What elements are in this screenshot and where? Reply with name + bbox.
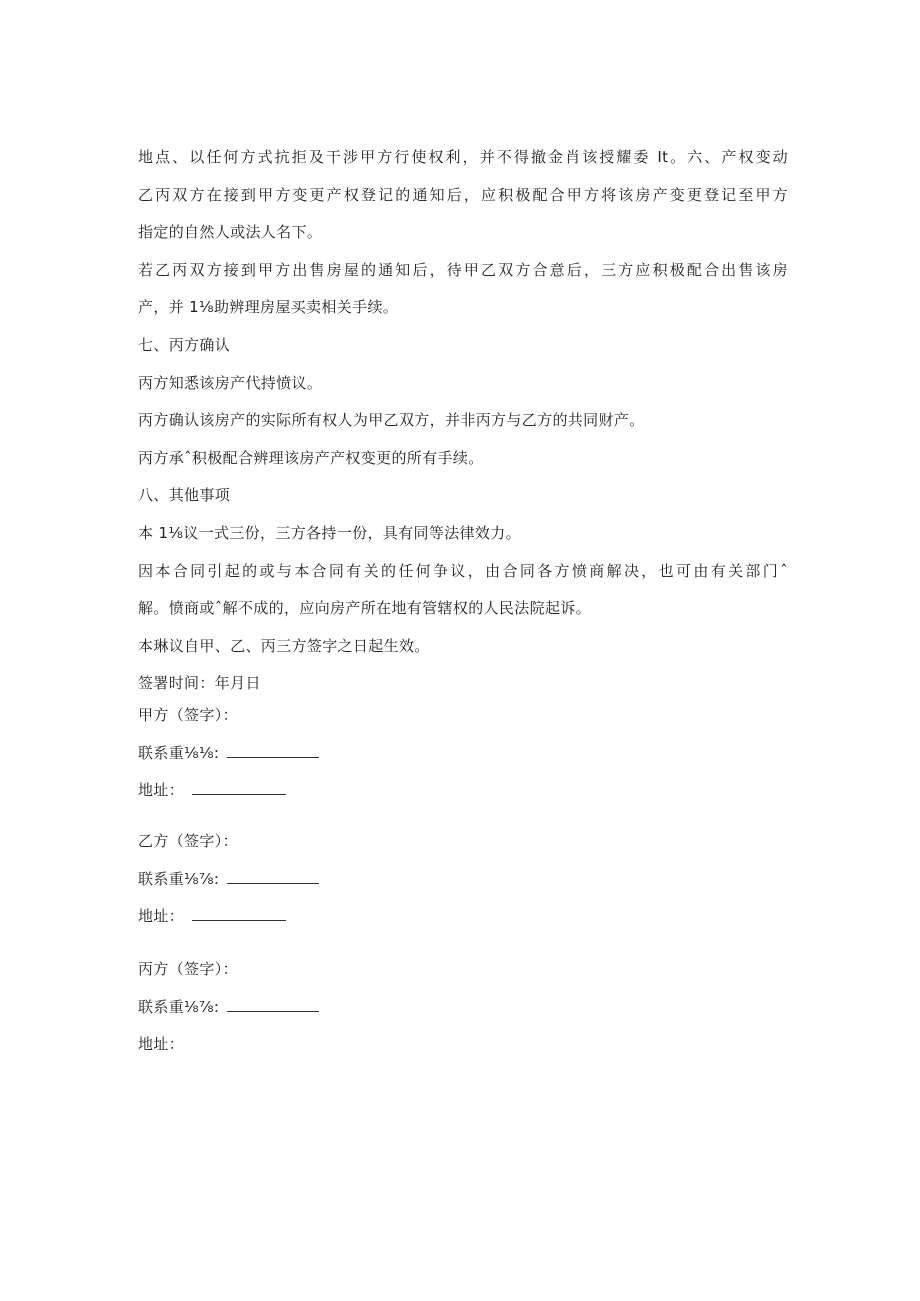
contact-blank-line bbox=[227, 743, 319, 758]
paragraph-line: 因本合同引起的或与本合同有关的任何争议，由合同各方愤商解决，也可由有关部门ˆ bbox=[138, 561, 788, 580]
address-blank-line bbox=[192, 906, 286, 921]
section-heading: 八、其他事项 bbox=[138, 486, 231, 505]
contact-row bbox=[138, 735, 538, 773]
paragraph-line: 若乙丙双方接到甲方出售房屋的通知后，待甲乙双方合意后，三方应积极配合出售该房 bbox=[138, 260, 788, 279]
contact-row bbox=[138, 989, 538, 1027]
contact-row bbox=[138, 861, 538, 899]
address-blank-line bbox=[192, 780, 286, 795]
contact-blank-line bbox=[227, 869, 319, 884]
section-heading: 七、丙方确认 bbox=[138, 335, 231, 354]
signature-block-party-c bbox=[138, 951, 538, 1064]
contact-label: 联系重⅛⅞: bbox=[138, 997, 220, 1016]
paragraph-line: 本 1⅛议一式三份，三方各持一份，具有同等法律效力。 bbox=[138, 523, 521, 542]
signature-title: 甲方（签字）： bbox=[138, 706, 238, 724]
address-row bbox=[138, 898, 538, 936]
paragraph-line: 本琳议自甲、乙、丙三方签字之日起生效。 bbox=[138, 636, 430, 655]
paragraph-line: 指定的自然人或法人名下。 bbox=[138, 223, 323, 242]
address-label: 地址： bbox=[138, 1035, 185, 1054]
paragraph-line: 地点、以任何方式抗拒及干涉甲方行使权利，并不得撤金肖该授耀委 It。六、产权变动 bbox=[138, 148, 788, 166]
signature-block-party-a bbox=[138, 697, 538, 810]
address-row bbox=[138, 1026, 538, 1064]
paragraph-line: 解。愤商或ˆ解不成的，应向房产所在地有管辖权的人民法院起诉。 bbox=[138, 599, 592, 618]
signature-title: 丙方（签字）： bbox=[138, 960, 238, 978]
signing-date: 签署时间：年月日 bbox=[138, 674, 261, 693]
paragraph-line: 丙方知悉该房产代持愤议。 bbox=[138, 373, 323, 392]
address-label: 地址： bbox=[138, 781, 185, 800]
paragraph-line: 丙方确认该房产的实际所有权人为甲乙双方，并非丙方与乙方的共同财产。 bbox=[138, 411, 645, 430]
paragraph-line: 乙丙双方在接到甲方变更产权登记的通知后，应积极配合甲方将该房产变更登记至甲方 bbox=[138, 185, 788, 204]
signature-title: 乙方（签字）： bbox=[138, 832, 238, 850]
paragraph-line: 丙方承ˆ积极配合辨理该房产产权变更的所有手续。 bbox=[138, 448, 484, 467]
signature-block-party-b bbox=[138, 823, 538, 936]
address-row bbox=[138, 772, 538, 810]
contact-label: 联系重⅛⅞: bbox=[138, 869, 220, 888]
contact-blank-line bbox=[227, 997, 319, 1012]
address-label: 地址： bbox=[138, 907, 185, 926]
paragraph-line: 产，并 1⅛助辨理房屋买卖相关手续。 bbox=[138, 298, 399, 317]
contract-body bbox=[138, 139, 788, 703]
contact-label: 联系重⅛⅛: bbox=[138, 743, 220, 762]
